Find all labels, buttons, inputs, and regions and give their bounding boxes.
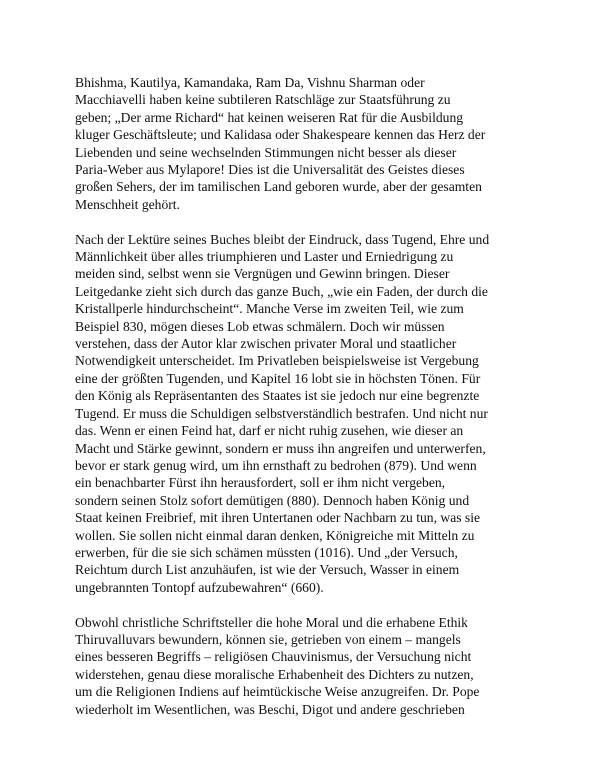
text-line: Kristallperle hindurchscheint“. Manche Verse im zweiten Teil, wie zum bbox=[75, 301, 464, 317]
text-line: verstehen, dass der Autor klar zwischen privater Moral und staatlicher bbox=[75, 336, 457, 352]
document-page bbox=[75, 74, 527, 718]
text-line: Leitgedanke zieht sich durch das ganze Buch, „wie ein Faden, der durch die bbox=[75, 283, 488, 299]
text-line: ein benachbarter Fürst ihn herausfordert, soll er ihm nicht vergeben, bbox=[75, 475, 446, 491]
text-line: eine der größten Tugenden, und Kapitel 16 lobt sie in höchsten Tönen. Für bbox=[75, 370, 481, 386]
text-line: meiden sind, selbst wenn sie Vergnügen und Gewinn bringen. Dieser bbox=[75, 266, 450, 282]
text-line: Nach der Lektüre seines Buches bleibt der Eindruck, dass Tugend, Ehre und bbox=[75, 231, 490, 247]
text-line: Tugend. Er muss die Schuldigen selbstverständlich bestrafen. Und nicht nur bbox=[75, 405, 488, 421]
text-line: Macchiavelli haben keine subtileren Ratschläge zur Staatsführung zu bbox=[75, 92, 451, 108]
text-line: Macht und Stärke gewinnt, sondern er muss ihn angreifen und unterwerfen, bbox=[75, 440, 486, 456]
text-line: um die Religionen Indiens auf heimtückische Weise anzugreifen. Dr. Pope bbox=[75, 684, 480, 700]
text-line: bevor er stark genug wird, um ihn ernsthaft zu bedrohen (879). Und wenn bbox=[75, 457, 477, 473]
text-line: erwerben, für die sie sich schämen müssten (1016). Und „der Versuch, bbox=[75, 544, 458, 560]
text-line: wiederholt im Wesentlichen, was Beschi, Digot und andere geschrieben bbox=[75, 701, 465, 717]
text-line: Paria-Weber aus Mylapore! Dies ist die Universalität des Geistes dieses bbox=[75, 162, 465, 178]
text-line: Männlichkeit über alles triumphieren und Laster und Erniedrigung zu bbox=[75, 249, 454, 265]
text-line: wollen. Sie sollen nicht einmal daran denken, Königreiche mit Mitteln zu bbox=[75, 527, 475, 543]
text-line: Liebenden und seine wechselnden Stimmungen nicht besser als dieser bbox=[75, 144, 457, 160]
text-line: Menschheit gehört. bbox=[75, 196, 180, 212]
text-line: großen Sehers, der im tamilischen Land geboren wurde, aber der gesamten bbox=[75, 179, 482, 195]
text-line: sondern seinen Stolz sofort demütigen (880). Dennoch haben König und bbox=[75, 492, 470, 508]
text-line: Reichtum durch List anzuhäufen, ist wie der Versuch, Wasser in einem bbox=[75, 562, 460, 578]
paragraph-1 bbox=[75, 74, 527, 213]
text-line: Obwohl christliche Schriftsteller die hohe Moral und die erhabene Ethik bbox=[75, 614, 468, 630]
paragraph-2 bbox=[75, 231, 527, 597]
text-line: Thiruvalluvars bewundern, können sie, getrieben von einem – mangels bbox=[75, 631, 461, 647]
text-line: Bhishma, Kautilya, Kamandaka, Ram Da, Vishnu Sharman oder bbox=[75, 75, 425, 90]
text-line: widerstehen, genau diese moralische Erhabenheit des Dichters zu nutzen, bbox=[75, 666, 474, 682]
text-line: eines besseren Begriffs – religiösen Chauvinismus, der Versuchung nicht bbox=[75, 649, 472, 665]
text-line: den König als Repräsentanten des Staates ist sie jedoch nur eine begrenzte bbox=[75, 388, 480, 404]
text-line: kluger Geschäftsleute; und Kalidasa oder Shakespeare kennen das Herz der bbox=[75, 127, 486, 143]
text-line: ungebrannten Tontopf aufzubewahren“ (660). bbox=[75, 579, 324, 595]
text-line: das. Wenn er einen Feind hat, darf er nicht ruhig zusehen, wie dieser an bbox=[75, 423, 464, 439]
paragraph-3 bbox=[75, 614, 527, 718]
text-line: Staat keinen Freibrief, mit ihren Untertanen oder Nachbarn zu tun, was sie bbox=[75, 510, 481, 526]
text-line: geben; „Der arme Richard“ hat keinen weiseren Rat für die Ausbildung bbox=[75, 109, 464, 125]
text-line: Notwendigkeit unterscheidet. Im Privatleben beispielsweise ist Vergebung bbox=[75, 353, 479, 369]
text-line: Beispiel 830, mögen dieses Lob etwas schmälern. Doch wir müssen bbox=[75, 318, 445, 334]
